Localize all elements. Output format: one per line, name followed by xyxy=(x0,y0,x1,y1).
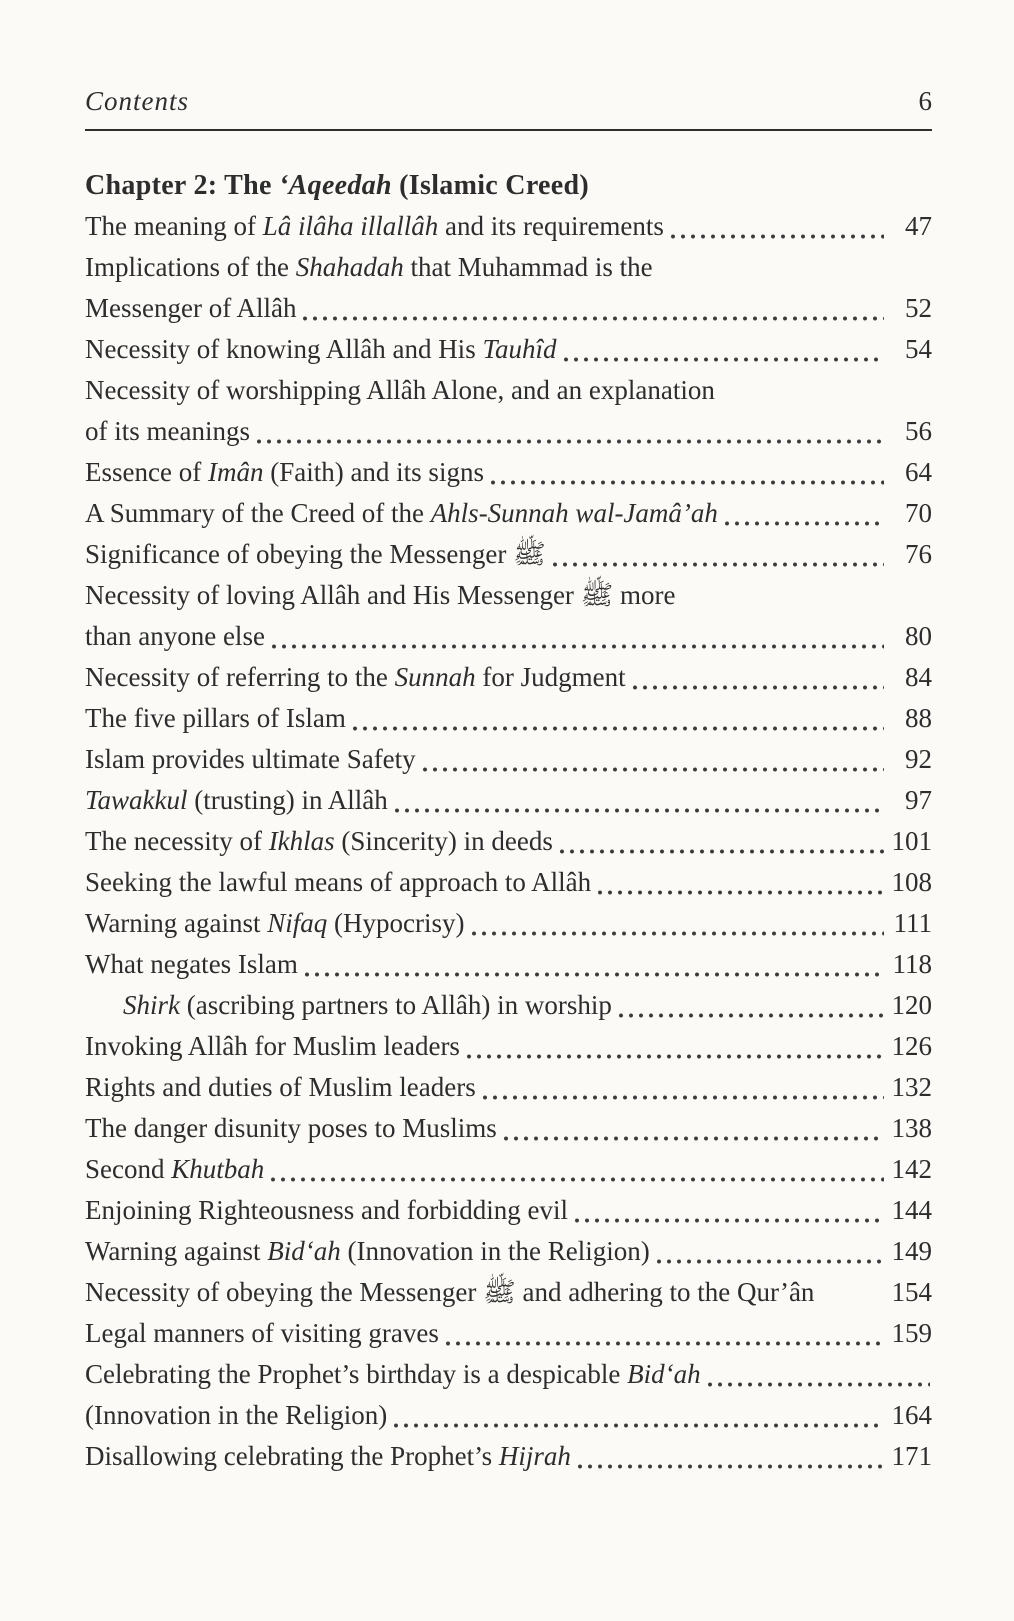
leader-dots xyxy=(483,1095,884,1100)
toc-text-segment: The danger disunity poses to Muslims xyxy=(85,1113,497,1143)
toc-page-number: 97 xyxy=(905,785,932,815)
toc-entry xyxy=(85,247,932,329)
toc-text-segment: Chapter 2: The xyxy=(85,170,280,201)
toc-line-text xyxy=(85,821,553,862)
toc-text-segment: Implications of the xyxy=(85,252,296,282)
toc-text-segment: (Hypocrisy) xyxy=(327,908,465,938)
toc-page-number: 149 xyxy=(891,1236,932,1266)
toc-text-segment: (Islamic Creed) xyxy=(391,170,589,201)
toc-line xyxy=(85,1231,932,1272)
toc-entry xyxy=(85,780,932,821)
toc-text-segment: Warning against xyxy=(85,908,268,938)
toc-line-text xyxy=(85,780,388,821)
toc-line xyxy=(85,329,932,370)
toc-text-segment: Necessity of loving Allâh and His Messenger ﷺ more xyxy=(85,580,676,610)
toc-line-text xyxy=(85,944,298,985)
toc-line xyxy=(85,698,932,739)
toc-text-segment: for Judgment xyxy=(475,662,626,692)
toc-entry xyxy=(85,1231,932,1272)
leader-dots xyxy=(504,1136,884,1141)
toc-line xyxy=(85,206,932,247)
toc-text-segment: The necessity of xyxy=(85,826,269,856)
toc-entry xyxy=(85,1149,932,1190)
toc-text-segment: Essence of xyxy=(85,457,208,487)
toc-page-number: 159 xyxy=(891,1318,932,1348)
toc-line xyxy=(85,780,932,821)
toc-entry xyxy=(85,698,932,739)
running-header xyxy=(85,86,932,131)
toc-text-segment: Celebrating the Prophet’s birthday is a despicable xyxy=(85,1359,628,1389)
toc-text-segment: Legal manners of visiting graves xyxy=(85,1318,439,1348)
toc-text-segment: Necessity of referring to the xyxy=(85,662,395,692)
toc-line xyxy=(85,657,932,698)
toc-text-segment: Seeking the lawful means of approach to Allâh xyxy=(85,867,592,897)
toc-page-number: 171 xyxy=(891,1441,932,1471)
toc-page-number: 120 xyxy=(891,990,932,1020)
toc-page-number: 47 xyxy=(905,211,932,241)
toc-line-text xyxy=(85,1436,571,1477)
header-page-number: 6 xyxy=(918,86,932,116)
toc-text-segment: Ikhlas xyxy=(268,826,335,856)
toc-line xyxy=(85,821,932,862)
toc-line xyxy=(85,739,932,780)
toc-text-segment: Sunnah xyxy=(394,662,476,692)
toc-line-text xyxy=(85,206,664,247)
toc-line-text xyxy=(85,903,465,944)
toc-line xyxy=(85,903,932,944)
toc-entry xyxy=(85,1067,932,1108)
toc-entry xyxy=(85,206,932,247)
toc-text-segment: (Innovation in the Religion) xyxy=(340,1236,650,1266)
toc-text-segment: Warning against xyxy=(85,1236,268,1266)
toc-text-segment: ‘Aqeedah xyxy=(279,170,392,201)
toc-line xyxy=(85,534,932,575)
toc-entry xyxy=(85,739,932,780)
toc-line xyxy=(85,1354,932,1395)
toc-text-segment: Bid‘ah xyxy=(267,1236,341,1266)
toc-entry xyxy=(85,1436,932,1477)
toc-entry xyxy=(85,657,932,698)
leader-dots xyxy=(423,767,884,772)
toc-line-text xyxy=(85,1313,439,1354)
toc-entry xyxy=(85,903,932,944)
toc-text-segment: Khutbah xyxy=(171,1154,265,1184)
toc-line-text xyxy=(85,493,718,534)
toc-page-number: 164 xyxy=(891,1400,932,1430)
toc-text-segment: (Faith) and its signs xyxy=(263,457,484,487)
toc-page-number: 54 xyxy=(905,334,932,364)
toc-line xyxy=(85,452,932,493)
toc-text-segment: Disallowing celebrating the Prophet’s xyxy=(85,1441,499,1471)
toc-text-segment: (Innovation in the Religion) xyxy=(85,1400,388,1430)
toc-page-number: 76 xyxy=(905,539,932,569)
toc-text-segment: of its meanings xyxy=(85,416,250,446)
leader-dots xyxy=(491,480,884,485)
toc-line xyxy=(85,944,932,985)
toc-line-text xyxy=(85,1231,650,1272)
toc-line-text xyxy=(85,1354,701,1395)
leader-dots xyxy=(657,1259,884,1264)
leader-dots xyxy=(467,1054,884,1059)
toc-text-segment: Enjoining Righteousness and forbidding evil xyxy=(85,1195,568,1225)
toc-entry xyxy=(85,1190,932,1231)
toc-line-text xyxy=(85,534,546,575)
toc-entry xyxy=(85,452,932,493)
toc-page-number: 80 xyxy=(905,621,932,651)
toc-line-text xyxy=(85,862,591,903)
toc-line-text xyxy=(85,1190,568,1231)
toc-entry xyxy=(85,370,932,452)
toc-entry xyxy=(85,821,932,862)
leader-dots xyxy=(619,1013,884,1018)
leader-dots xyxy=(472,931,884,936)
leader-dots xyxy=(394,1423,884,1428)
toc-page-number: 70 xyxy=(905,498,932,528)
toc-line-text xyxy=(85,616,265,657)
toc-line-text xyxy=(85,1395,387,1436)
toc-line-text xyxy=(85,1026,460,1067)
toc-page-number: 52 xyxy=(905,293,932,323)
toc-line-text xyxy=(85,247,653,288)
toc-page-number: 111 xyxy=(893,908,932,938)
toc-page-number: 138 xyxy=(891,1113,932,1143)
toc-text-segment: Islam provides ultimate Safety xyxy=(85,744,416,774)
toc-text-segment: Shirk xyxy=(123,990,180,1020)
leader-dots xyxy=(305,972,884,977)
leader-dots xyxy=(271,1177,884,1182)
toc-text-segment: Invoking Allâh for Muslim leaders xyxy=(85,1031,460,1061)
toc-text-segment: Ahls-Sunnah wal-Jamâ’ah xyxy=(430,498,718,528)
toc-text-segment: The meaning of xyxy=(85,211,263,241)
toc-text-segment: Messenger of Allâh xyxy=(85,293,297,323)
toc-line xyxy=(85,1395,932,1436)
leader-dots xyxy=(560,849,884,854)
toc-text-segment: Second xyxy=(85,1154,172,1184)
toc-page-number: 118 xyxy=(892,949,932,979)
toc-page-number: 108 xyxy=(891,867,932,897)
toc-line xyxy=(85,1149,932,1190)
toc-line-text xyxy=(85,288,296,329)
toc-page-number: 88 xyxy=(905,703,932,733)
toc-text-segment: Hijrah xyxy=(498,1441,571,1471)
toc-line-text xyxy=(85,1272,814,1313)
toc-line-text xyxy=(123,985,612,1026)
toc-text-segment: (trusting) in Allâh xyxy=(187,785,388,815)
toc-entry xyxy=(85,534,932,575)
toc-line-text xyxy=(85,1108,497,1149)
toc-entry xyxy=(85,575,932,657)
toc-line xyxy=(123,985,932,1026)
toc-line-text xyxy=(85,452,484,493)
toc-line-text xyxy=(85,1149,264,1190)
toc-line xyxy=(85,616,932,657)
toc-page-number: 154 xyxy=(891,1277,932,1307)
leader-dots xyxy=(353,726,884,731)
toc-text-segment: Nifaq xyxy=(267,908,328,938)
toc-line xyxy=(85,370,932,411)
toc-text-segment: Necessity of knowing Allâh and His xyxy=(85,334,483,364)
toc-entry xyxy=(85,329,932,370)
toc-line xyxy=(85,1108,932,1149)
toc-text-segment: than anyone else xyxy=(85,621,265,651)
toc-page-number: 144 xyxy=(891,1195,932,1225)
leader-dots xyxy=(725,521,884,526)
toc-page-number: 64 xyxy=(905,457,932,487)
toc-entry xyxy=(85,1108,932,1149)
leader-dots xyxy=(446,1341,884,1346)
leader-dots xyxy=(303,316,884,321)
toc-text-segment: Necessity of worshipping Allâh Alone, and an explanation xyxy=(85,375,715,405)
leader-dots xyxy=(578,1464,884,1469)
leader-dots xyxy=(395,808,884,813)
toc-line-text xyxy=(85,657,626,698)
running-header-title: Contents xyxy=(85,86,190,116)
toc-page-number: 101 xyxy=(891,826,932,856)
leader-dots xyxy=(272,644,884,649)
toc-line xyxy=(85,1067,932,1108)
toc-line xyxy=(85,1026,932,1067)
toc-line-text xyxy=(85,411,250,452)
toc-text-segment: What negates Islam xyxy=(85,949,298,979)
toc-text-segment: Significance of obeying the Messenger ﷺ xyxy=(85,539,546,569)
leader-dots xyxy=(598,890,884,895)
chapter-heading xyxy=(85,165,932,206)
toc-entry xyxy=(85,493,932,534)
toc-text-segment: that Muhammad is the xyxy=(403,252,653,282)
toc-line xyxy=(85,1436,932,1477)
toc-line-text xyxy=(85,575,676,616)
toc-entry xyxy=(85,1026,932,1067)
toc-line-text xyxy=(85,739,416,780)
toc-text-segment: Shahadah xyxy=(295,252,404,282)
toc-page-number: 84 xyxy=(905,662,932,692)
toc-text-segment: The five pillars of Islam xyxy=(85,703,346,733)
leader-dots xyxy=(564,357,885,362)
toc-page-number: 56 xyxy=(905,416,932,446)
leader-dots xyxy=(708,1382,930,1387)
toc-text-segment: (ascribing partners to Allâh) in worship xyxy=(180,990,612,1020)
toc-text-segment: Bid‘ah xyxy=(627,1359,701,1389)
toc-line-text xyxy=(85,329,557,370)
toc-entry xyxy=(85,944,932,985)
toc-line xyxy=(85,575,932,616)
toc-line xyxy=(85,1272,932,1313)
toc-line xyxy=(85,411,932,452)
toc-text-segment: Imân xyxy=(207,457,264,487)
toc-line xyxy=(85,288,932,329)
leader-dots xyxy=(671,234,884,239)
toc-line xyxy=(85,1190,932,1231)
toc-line-text xyxy=(85,370,715,411)
toc-page-number: 126 xyxy=(891,1031,932,1061)
toc-line xyxy=(85,247,932,288)
toc-text-segment: Tawakkul xyxy=(85,785,188,815)
toc-entry xyxy=(85,862,932,903)
leader-dots xyxy=(553,562,884,567)
toc-line xyxy=(85,1313,932,1354)
toc-entry xyxy=(85,985,932,1026)
toc-entry xyxy=(85,1272,932,1313)
toc-text-segment: Necessity of obeying the Messenger ﷺ and adhering to the Qur’ân xyxy=(85,1277,815,1307)
leader-dots xyxy=(575,1218,884,1223)
toc-text-segment: and its requirements xyxy=(438,211,664,241)
toc-list xyxy=(85,206,932,1477)
toc-text-segment: Rights and duties of Muslim leaders xyxy=(85,1072,476,1102)
toc-page-number: 92 xyxy=(905,744,932,774)
leader-dots xyxy=(257,439,884,444)
toc-page-number: 132 xyxy=(891,1072,932,1102)
toc-text-segment: Tauhîd xyxy=(482,334,557,364)
toc-line xyxy=(85,493,932,534)
toc-entry xyxy=(85,1354,932,1436)
leader-dots xyxy=(633,685,884,690)
toc-line-text xyxy=(85,1067,476,1108)
toc-text-segment: A Summary of the Creed of the xyxy=(85,498,431,528)
toc-entry xyxy=(85,1313,932,1354)
toc-line-text xyxy=(85,698,346,739)
toc-text-segment: (Sincerity) in deeds xyxy=(334,826,553,856)
toc-page-number: 142 xyxy=(891,1154,932,1184)
toc-text-segment: Lâ ilâha illallâh xyxy=(262,211,439,241)
toc-line xyxy=(85,862,932,903)
